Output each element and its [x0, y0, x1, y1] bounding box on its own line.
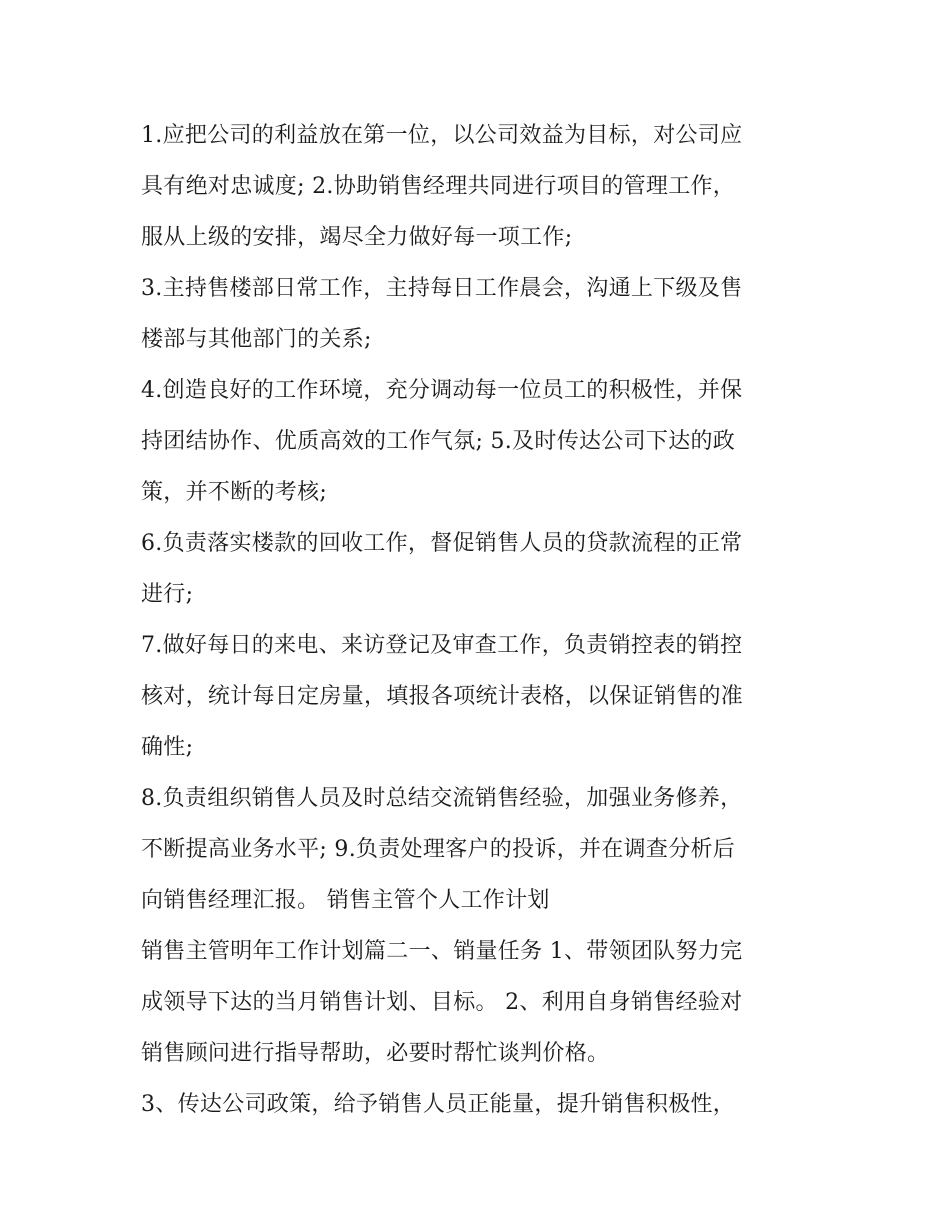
text-line: 成领导下达的当月销售计划、目标。 2、利用自身销售经验对: [141, 990, 743, 1015]
text-line: 具有绝对忠诚度; 2.协助销售经理共同进行项目的管理工作，: [141, 174, 736, 199]
document-body: [141, 110, 841, 1130]
text-line: 8.负责组织销售人员及时总结交流销售经验，加强业务修养，: [141, 786, 743, 811]
text-line: 3.主持售楼部日常工作，主持每日工作晨会，沟通上下级及售: [141, 276, 743, 301]
text-line: 销售主管明年工作计划篇二一、销量任务 1、带领团队努力完: [141, 939, 743, 964]
text-line: 7.做好每日的来电、来访登记及审查工作，负责销控表的销控: [141, 633, 743, 658]
text-line: 1.应把公司的利益放在第一位，以公司效益为目标，对公司应: [141, 123, 743, 148]
text-line: 3、传达公司政策，给予销售人员正能量，提升销售积极性，: [141, 1092, 736, 1117]
text-line: 进行;: [141, 582, 194, 607]
text-line: 6.负责落实楼款的回收工作，督促销售人员的贷款流程的正常: [141, 531, 743, 556]
text-line: 楼部与其他部门的关系;: [141, 327, 372, 352]
text-line: 持团结协作、优质高效的工作气氛; 5.及时传达公司下达的政: [141, 429, 736, 454]
text-line: 销售顾问进行指导帮助，必要时帮忙谈判价格。: [141, 1041, 610, 1066]
text-line: 向销售经理汇报。 销售主管个人工作计划: [141, 888, 550, 913]
text-line: 确性;: [141, 735, 194, 760]
text-line: 服从上级的安排，竭尽全力做好每一项工作;: [141, 225, 573, 250]
text-line: 不断提高业务水平; 9.负责处理客户的投诉，并在调查分析后: [141, 837, 736, 862]
text-line: 4.创造良好的工作环境，充分调动每一位员工的积极性，并保: [141, 378, 743, 403]
text-line: 策，并不断的考核;: [141, 480, 328, 505]
text-line: 核对，统计每日定房量，填报各项统计表格，以保证销售的准: [141, 684, 744, 709]
